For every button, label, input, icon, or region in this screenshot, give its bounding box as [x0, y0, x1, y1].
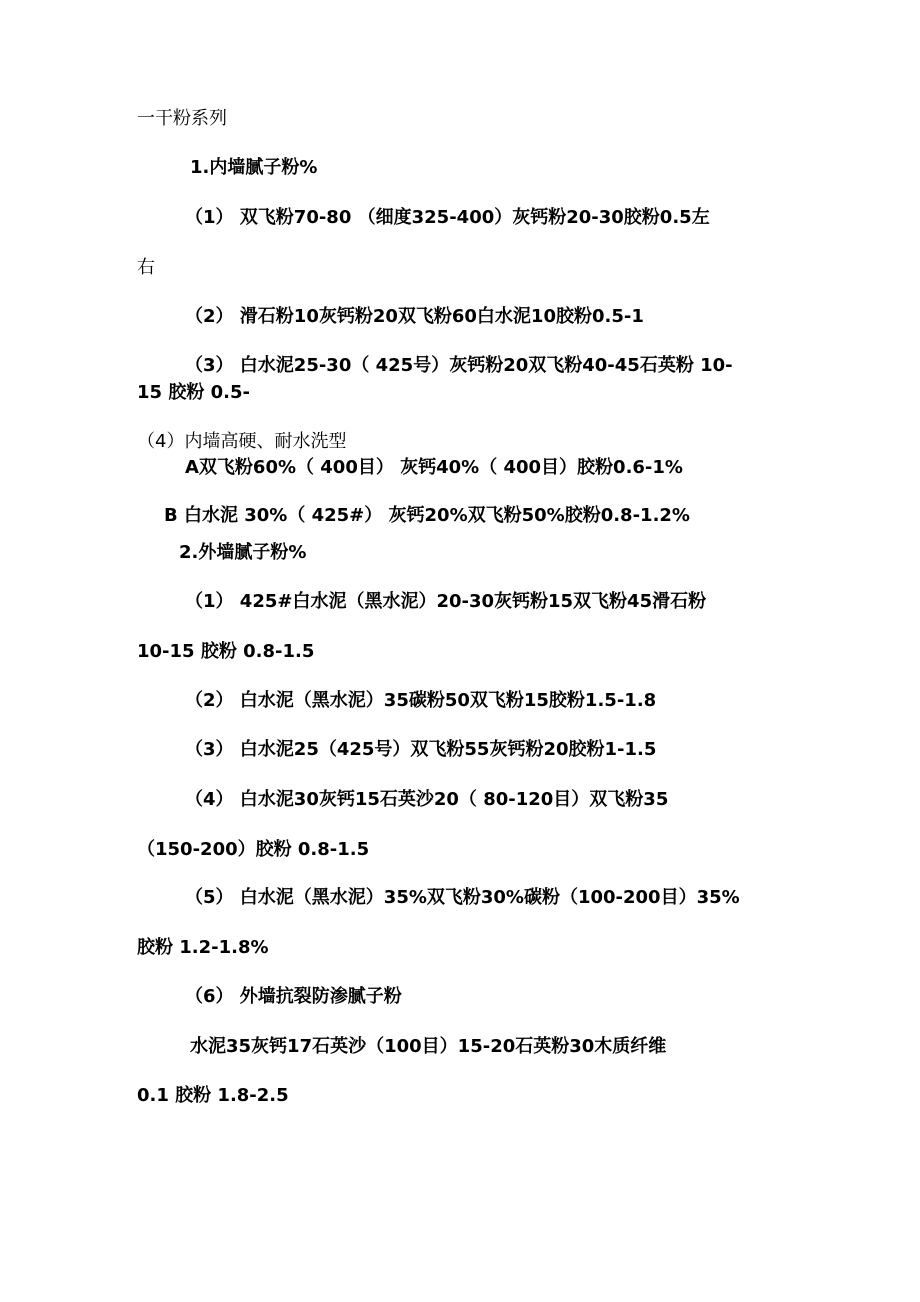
interior-formula-4-a: A双飞粉60%（ 400目） 灰钙40%（ 400目）胶粉0.6-1%: [185, 457, 683, 478]
exterior-formula-6-line-1: 水泥35灰钙17石英沙（100目）15-20石英粉30木质纤维: [190, 1036, 667, 1057]
interior-formula-1-line-1: （1） 双飞粉70-80 （细度325-400）灰钙粉20-30胶粉0.5左: [185, 207, 710, 228]
exterior-formula-5-line-1: （5） 白水泥（黑水泥）35%双飞粉30%碳粉（100-200目）35%: [185, 887, 740, 908]
interior-formula-3-line-1: （3） 白水泥25-30（ 425号）灰钙粉20双飞粉40-45石英粉 10-: [185, 355, 733, 376]
interior-formula-1-line-2: 右: [137, 257, 155, 278]
interior-formula-2: （2） 滑石粉10灰钙粉20双飞粉60白水泥10胶粉0.5-1: [185, 306, 644, 327]
exterior-formula-6-line-2: 0.1 胶粉 1.8-2.5: [137, 1085, 289, 1106]
interior-putty-title: 1.内墙腻子粉%: [190, 157, 318, 178]
exterior-formula-3: （3） 白水泥25（425号）双飞粉55灰钙粉20胶粉1-1.5: [185, 739, 657, 760]
interior-formula-3-line-2: 15 胶粉 0.5-: [137, 382, 250, 403]
section-heading: 一干粉系列: [137, 108, 227, 129]
exterior-formula-6-title: （6） 外墙抗裂防渗腻子粉: [185, 986, 402, 1007]
interior-formula-4-b: B 白水泥 30%（ 425#） 灰钙20%双飞粉50%胶粉0.8-1.2%: [164, 505, 690, 526]
exterior-formula-4-line-1: （4） 白水泥30灰钙15石英沙20（ 80-120目）双飞粉35: [185, 789, 669, 810]
exterior-putty-title: 2.外墙腻子粉%: [179, 542, 307, 563]
exterior-formula-2: （2） 白水泥（黑水泥）35碳粉50双飞粉15胶粉1.5-1.8: [185, 690, 657, 711]
exterior-formula-1-line-1: （1） 425#白水泥（黑水泥）20-30灰钙粉15双飞粉45滑石粉: [185, 591, 707, 612]
exterior-formula-1-line-2: 10-15 胶粉 0.8-1.5: [137, 641, 315, 662]
interior-formula-4-title: （4）内墙高硬、耐水洗型: [137, 431, 347, 452]
exterior-formula-4-line-2: （150-200）胶粉 0.8-1.5: [137, 839, 370, 860]
exterior-formula-5-line-2: 胶粉 1.2-1.8%: [137, 937, 269, 958]
